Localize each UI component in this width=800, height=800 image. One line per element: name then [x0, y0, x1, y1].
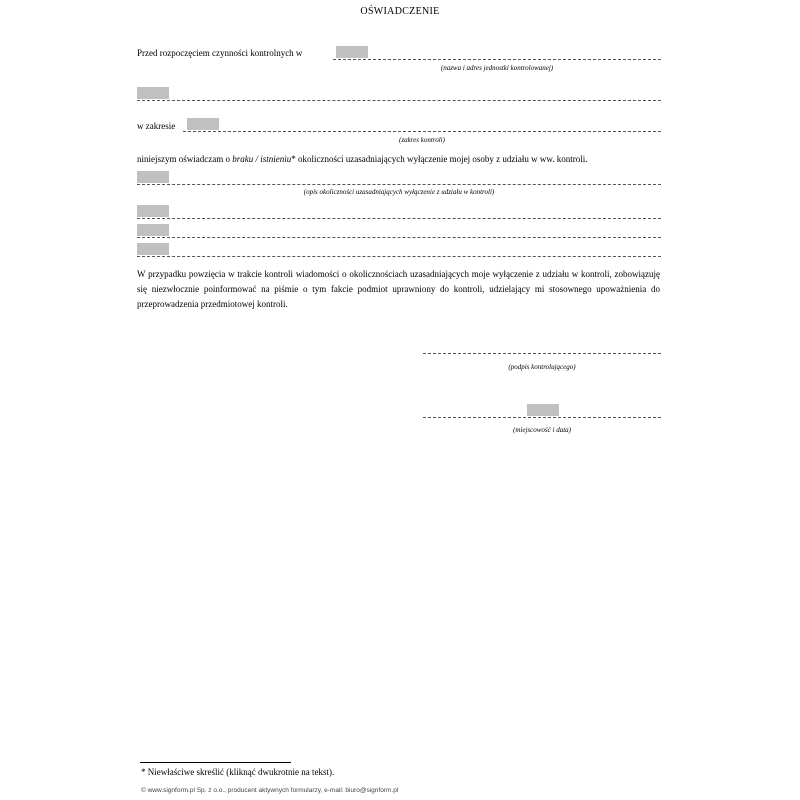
place-date-dotted-line [423, 417, 661, 418]
circumstances-field-1[interactable] [137, 171, 169, 183]
signature-dotted-line [423, 353, 661, 354]
circumstances-field-4[interactable] [137, 243, 169, 255]
obligation-paragraph: W przypadku powzięcia w trakcie kontroli wiadomości o okolicznościach uzasadniających moje wyłączenie z udziału w kontroli, zobowiązuję się niezwłocznie poinformować na piśmie o tym fakcie podmiot uprawniony do kontroli, udzielający mi stosownego upoważnienia do przeprowadzenia przedmiotowej kontroli. [137, 269, 660, 309]
place-date-caption: (miejscowość i data) [513, 426, 571, 434]
intro-label: Przed rozpoczęciem czynności kontrolnych w [137, 48, 303, 58]
document-title: OŚWIADCZENIE [360, 6, 440, 17]
footnote-separator [140, 762, 291, 763]
scope-caption: (zakres kontroli) [399, 136, 445, 144]
footnote-text: * Niewłaściwe skreślić (kliknąć dwukrotnie na tekst). [141, 767, 335, 777]
circumstances-field-3[interactable] [137, 224, 169, 236]
circumstances-dotted-line-4 [137, 256, 661, 257]
scope-field[interactable] [187, 118, 219, 130]
circumstances-field-2[interactable] [137, 205, 169, 217]
credits-text: © www.signform.pl Sp. z o.o., producent aktywnych formularzy, e-mail: biuro@signform.pl [141, 787, 399, 794]
entity-name-field[interactable] [336, 46, 368, 58]
circumstances-dotted-line-2 [137, 218, 661, 219]
scope-label: w zakresie [137, 121, 176, 131]
entity-dotted-line [333, 59, 661, 60]
circumstances-caption: (opis okoliczności uzasadniających wyłączenie z udziału w kontroli) [303, 188, 495, 196]
place-date-field[interactable] [527, 404, 559, 416]
scope-dotted-line [183, 131, 661, 132]
entity-extra-dotted-line [137, 100, 661, 101]
circumstances-dotted-line-1 [137, 184, 661, 185]
entity-caption: (nazwa i adres jednostki kontrolowanej) [440, 64, 554, 72]
signature-caption: (podpis kontrolującego) [508, 363, 576, 371]
entity-extra-field[interactable] [137, 87, 169, 99]
statement-before: niniejszym oświadczam o [137, 154, 230, 164]
statement-after: * okoliczności uzasadniających wyłączenie mojej osoby z udziału w ww. kontroli. [291, 154, 588, 164]
circumstances-dotted-line-3 [137, 237, 661, 238]
statement-line [137, 153, 588, 165]
statement-options-toggle[interactable]: braku / istnieniu [232, 154, 292, 164]
